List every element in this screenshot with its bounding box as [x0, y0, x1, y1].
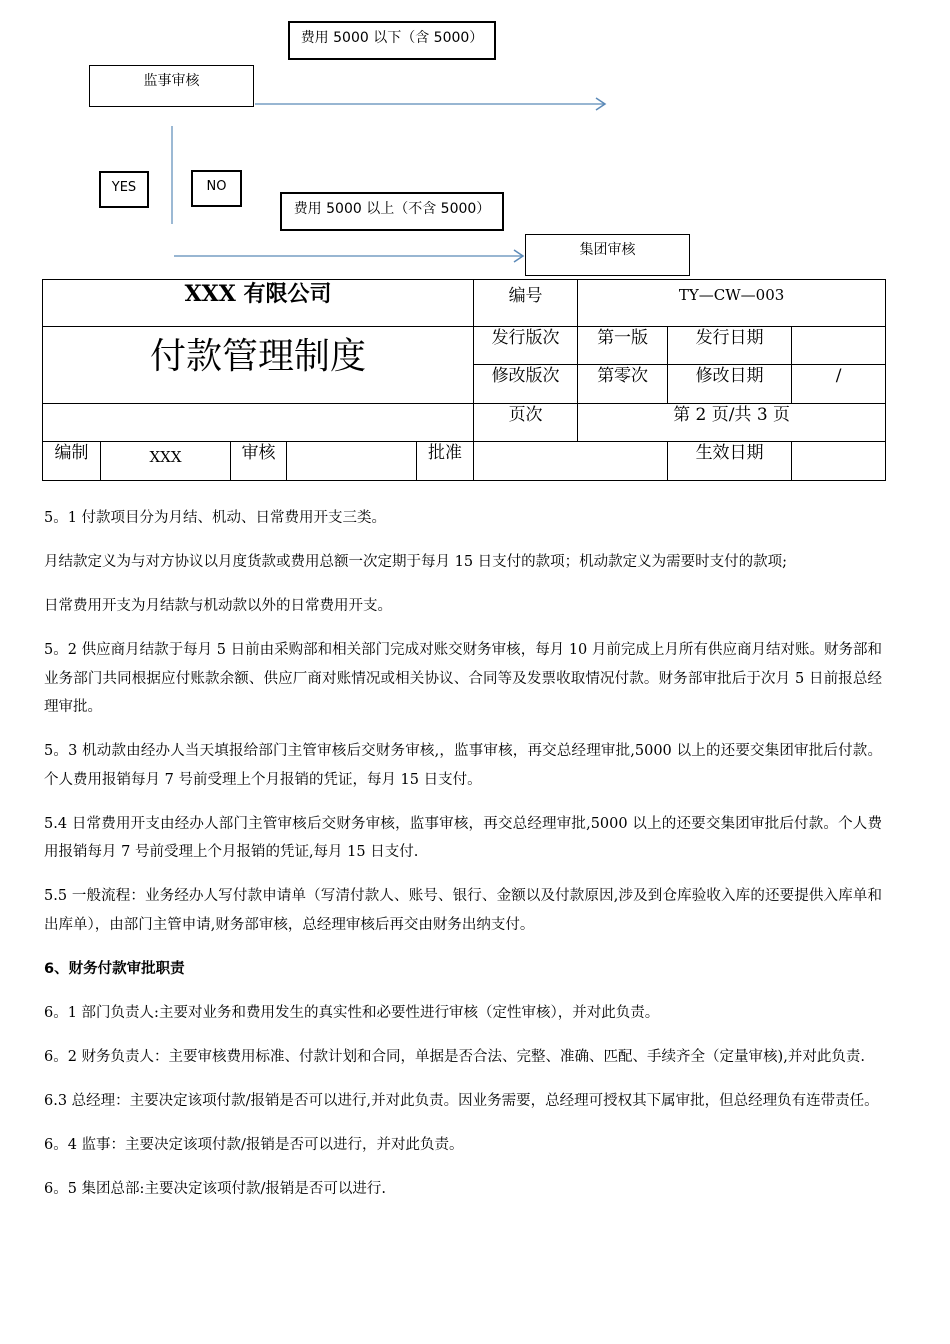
company-name: XXX 有限公司 [43, 280, 474, 327]
reviewed-value [287, 442, 417, 481]
paragraph: 6.3 总经理：主要决定该项付款/报销是否可以进行,并对此负责。因业务需要，总经理可授权其下属审批，但总经理负有连带责任。 [44, 1092, 879, 1109]
blank-cell [43, 404, 474, 442]
page-label: 页次 [474, 404, 578, 442]
revision-version-label: 修改版次 [474, 365, 578, 404]
supervisor-review-label: 监事审核 [143, 73, 200, 89]
revision-date-label: 修改日期 [668, 365, 792, 404]
cost-below-label: 费用 5000 以下（含 5000） [300, 30, 484, 46]
effective-date-label: 生效日期 [668, 442, 792, 481]
paragraph: 月结款定义为与对方协议以月度货款或费用总额一次定期于每月 15 日支付的款项；机动款定义为需要时支付的款项; [44, 554, 788, 570]
issue-date-label: 发行日期 [668, 327, 792, 365]
effective-date-value [792, 442, 886, 481]
revision-version-value: 第零次 [578, 365, 668, 404]
approved-value [474, 442, 668, 481]
group-review-label: 集团审核 [579, 242, 636, 258]
supervisor-review-box [89, 65, 254, 107]
approved-label: 批准 [417, 442, 474, 481]
page-value: 第 2 页/共 3 页 [578, 404, 886, 442]
code-value: TY—CW—003 [578, 280, 886, 327]
paragraph: 5。2 供应商月结款于每月 5 日前由采购部和相关部门完成对账交财务审核，每月 10 月前完成上月所有供应商月结对账。财务部和业务部门共同根据应付账款余额、供应厂商对账情况或相关协议、合同等及发票收取情况付款。财务部审批后于次月 5 日前报总经理审批。 [44, 642, 882, 715]
yes-label: YES [111, 180, 137, 195]
prepared-value: XXX [101, 442, 231, 481]
section-heading: 6、财务付款审批职责 [44, 960, 185, 977]
reviewed-label: 审核 [231, 442, 287, 481]
no-box [191, 170, 242, 207]
paragraph: 6。1 部门负责人:主要对业务和费用发生的真实性和必要性进行审核（定性审核），并对此负责。 [44, 1004, 660, 1021]
revision-date-value: / [792, 365, 886, 404]
paragraph: 日常费用开支为月结款与机动款以外的日常费用开支。 [44, 598, 392, 614]
code-label: 编号 [474, 280, 578, 327]
no-label: NO [206, 179, 227, 194]
paragraph: 5。3 机动款由经办人当天填报给部门主管审核后交财务审核,，监事审核，再交总经理审批,5000 以上的还要交集团审批后付款。个人费用报销每月 7 号前受理上个月报销的凭证，每月 15 日支付。 [44, 743, 882, 788]
document-body [44, 504, 882, 1219]
paragraph: 5.4 日常费用开支由经办人部门主管审核后交财务审核，监事审核，再交总经理审批,5000 以上的还要交集团审批后付款。个人费用报销每月 7 号前受理上个月报销的凭证,每月 15 日支付. [44, 815, 882, 860]
paragraph: 6。5 集团总部:主要决定该项付款/报销是否可以进行. [44, 1180, 386, 1197]
document-title: 付款管理制度 [43, 327, 474, 404]
group-review-box [525, 234, 690, 276]
paragraph: 6。4 监事：主要决定该项付款/报销是否可以进行，并对此负责。 [44, 1136, 464, 1153]
prepared-label: 编制 [43, 442, 101, 481]
issue-version-value: 第一版 [578, 327, 668, 365]
cost-above-label: 费用 5000 以上（不含 5000） [293, 201, 491, 217]
issue-version-label: 发行版次 [474, 327, 578, 365]
paragraph: 5。1 付款项目分为月结、机动、日常费用开支三类。 [44, 510, 387, 526]
paragraph: 6。2 财务负责人：主要审核费用标准、付款计划和合同，单据是否合法、完整、准确、匹配、手续齐全（定量审核),并对此负责. [44, 1048, 865, 1065]
paragraph: 5.5 一般流程：业务经办人写付款申请单（写清付款人、账号、银行、金额以及付款原因,涉及到仓库验收入库的还要提供入库单和出库单），由部门主管申请,财务部审核，总经理审核后再交由财务出纳支付。 [44, 888, 882, 933]
issue-date-value [792, 327, 886, 365]
cost-above-box [280, 192, 504, 231]
document-header-table [42, 279, 886, 481]
cost-below-box [288, 21, 496, 60]
yes-box [99, 171, 149, 208]
